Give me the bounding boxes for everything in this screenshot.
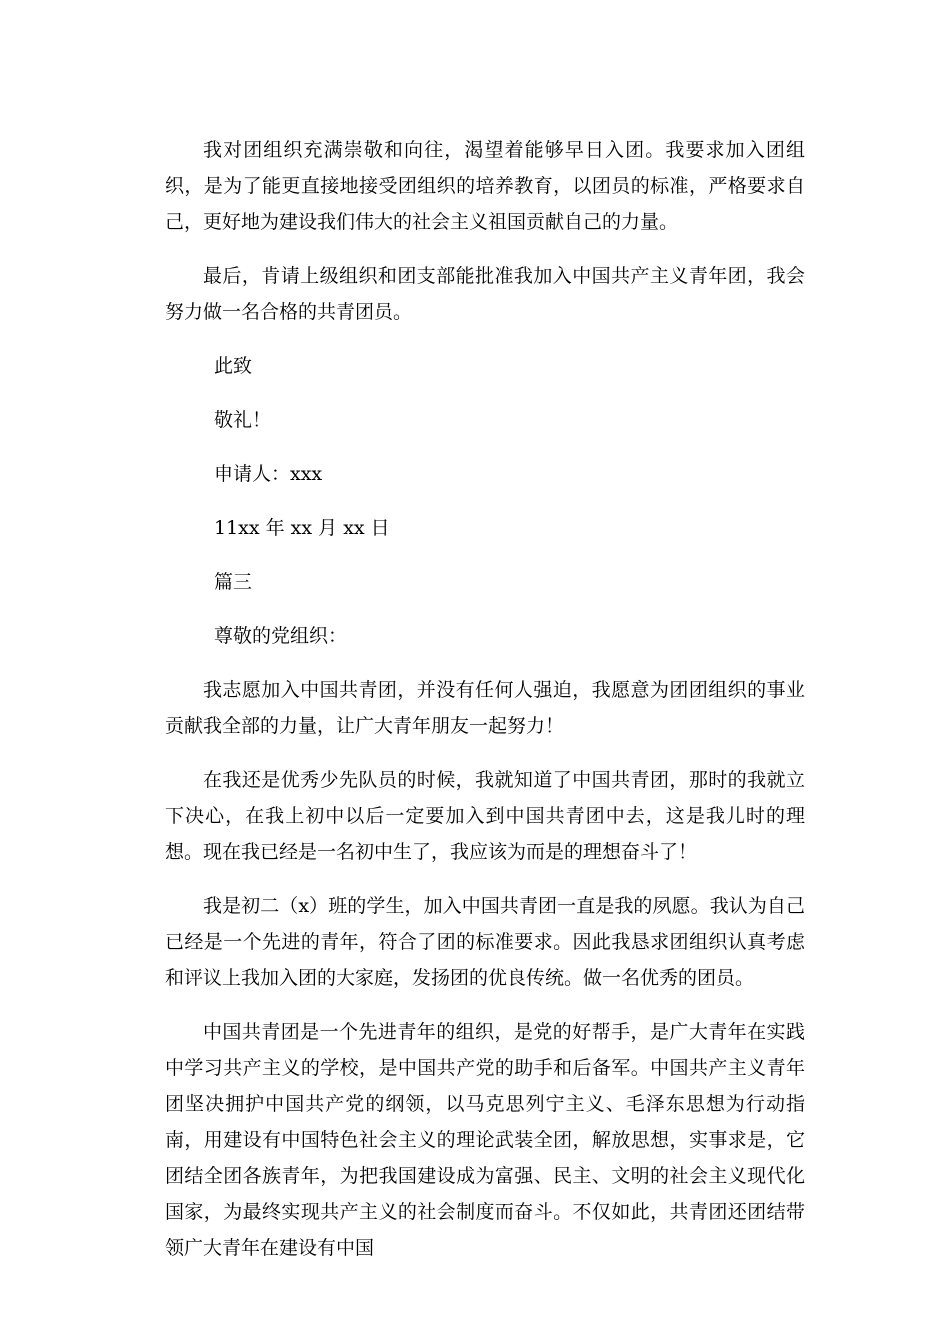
paragraph-4: 在我还是优秀少先队员的时候，我就知道了中国共青团，那时的我就立下决心，在我上初中以后一定要加入到中国共青团中去，这是我儿时的理想。现在我已经是一名初中生了，我应该为而是的理想奋斗了！	[165, 769, 805, 863]
paragraph-2: 最后，肯请上级组织和团支部能批准我加入中国共产主义青年团，我会努力做一名合格的共青团员。	[165, 265, 805, 323]
section-heading: 篇三	[214, 571, 253, 593]
addressee-line: 尊敬的党组织：	[214, 625, 348, 647]
paragraph-6: 中国共青团是一个先进青年的组织，是党的好帮手，是广大青年在实践中学习共产主义的学校，是中国共产党的助手和后备军。中国共产主义青年团坚决拥护中国共产党的纲领，以马克思列宁主义、毛泽东思想为行动指南，用建设有中国特色社会主义的理论武装全团，解放思想，实事求是，它团结全团各族青年，为把我国建设成为富强、民主、文明的社会主义现代化国家，为最终实现共产主义的社会制度而奋斗。不仅如此，共青团还团结带领广大青年在建设有中国	[165, 1021, 805, 1259]
paragraph-3: 我志愿加入中国共青团，并没有任何人强迫，我愿意为团团组织的事业贡献我全部的力量，让广大青年朋友一起努力！	[165, 679, 805, 737]
document-page	[165, 132, 805, 1266]
salutation-cizhi: 此致	[214, 355, 253, 377]
applicant-line: 申请人：xxx	[214, 463, 323, 485]
date-line: 11xx 年 xx 月 xx 日	[214, 517, 390, 539]
salutation-jingli: 敬礼！	[214, 409, 272, 431]
paragraph-1: 我对团组织充满崇敬和向往，渴望着能够早日入团。我要求加入团组织，是为了能更直接地接受团组织的培养教育，以团员的标准，严格要求自己，更好地为建设我们伟大的社会主义祖国贡献自己的力量。	[165, 139, 805, 233]
paragraph-5: 我是初二（x）班的学生，加入中国共青团一直是我的夙愿。我认为自己已经是一个先进的青年，符合了团的标准要求。因此我恳求团组织认真考虑和评议上我加入团的大家庭，发扬团的优良传统。做一名优秀的团员。	[165, 895, 805, 989]
